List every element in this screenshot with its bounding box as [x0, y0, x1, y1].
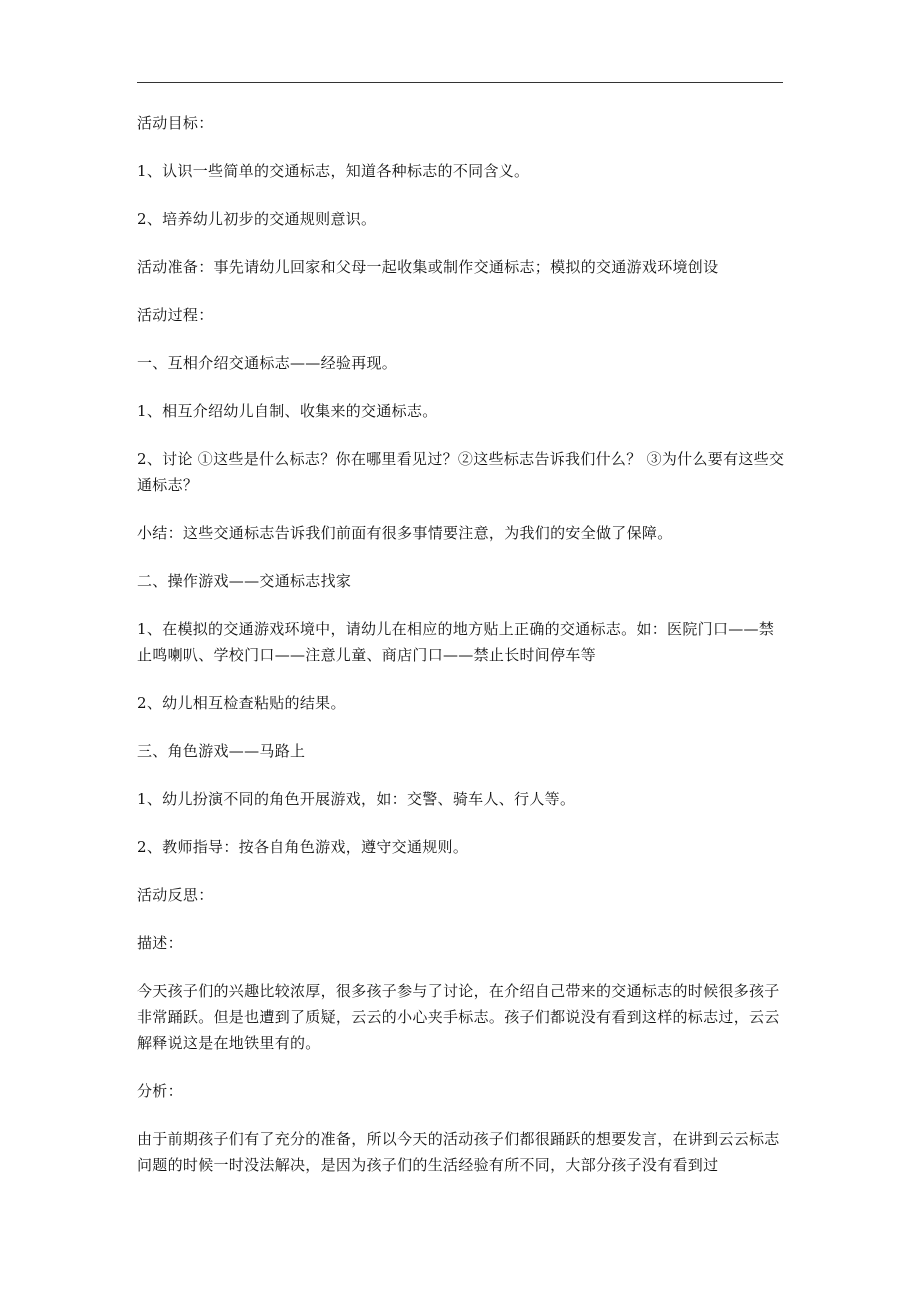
heading-description: 描述： [137, 934, 183, 952]
analysis-text: 由于前期孩子们有了充分的准备，所以今天的活动孩子们都很踊跃的想要发言，在讲到云云标志问题的时候一时没法解决，是因为孩子们的生活经验有所不同，大部分孩子没有看到过 [137, 1130, 780, 1174]
section-2-step-1: 1、在模拟的交通游戏环境中，请幼儿在相应的地方贴上正确的交通标志。如：医院门口——禁止鸣喇叭、学校门口——注意儿童、商店门口——禁止长时间停车等 [137, 620, 775, 664]
description-text: 今天孩子们的兴趣比较浓厚，很多孩子参与了讨论，在介绍自己带来的交通标志的时候很多孩子非常踊跃。但是也遭到了质疑，云云的小心夹手标志。孩子们都说没有看到这样的标志过，云云解释说这是在地铁里有的。 [137, 982, 780, 1052]
section-1-title: 一、互相介绍交通标志——经验再现。 [137, 354, 398, 372]
heading-activity-process: 活动过程： [137, 306, 214, 324]
heading-activity-goals: 活动目标： [137, 114, 214, 132]
section-2-title: 二、操作游戏——交通标志找家 [137, 572, 352, 590]
activity-preparation: 活动准备：事先请幼儿回家和父母一起收集或制作交通标志；模拟的交通游戏环境创设 [137, 258, 719, 276]
heading-analysis: 分析： [137, 1082, 183, 1100]
section-1-step-2: 2、讨论 ①这些是什么标志？你在哪里看见过？②这些标志告诉我们什么？ ③为什么要有这些交通标志？ [137, 450, 785, 494]
section-1-step-1: 1、相互介绍幼儿自制、收集来的交通标志。 [137, 402, 438, 420]
header-rule [137, 82, 783, 83]
section-3-step-1: 1、幼儿扮演不同的角色开展游戏，如：交警、骑车人、行人等。 [137, 790, 576, 808]
goal-item-2: 2、培养幼儿初步的交通规则意识。 [137, 210, 377, 228]
goal-item-1: 1、认识一些简单的交通标志，知道各种标志的不同含义。 [137, 162, 530, 180]
heading-activity-reflection: 活动反思： [137, 886, 214, 904]
section-3-title: 三、角色游戏——马路上 [137, 742, 306, 760]
summary: 小结：这些交通标志告诉我们前面有很多事情要注意，为我们的安全做了保障。 [137, 524, 673, 542]
section-3-step-2: 2、教师指导：按各自角色游戏，遵守交通规则。 [137, 838, 469, 856]
section-2-step-2: 2、幼儿相互检查粘贴的结果。 [137, 694, 346, 712]
